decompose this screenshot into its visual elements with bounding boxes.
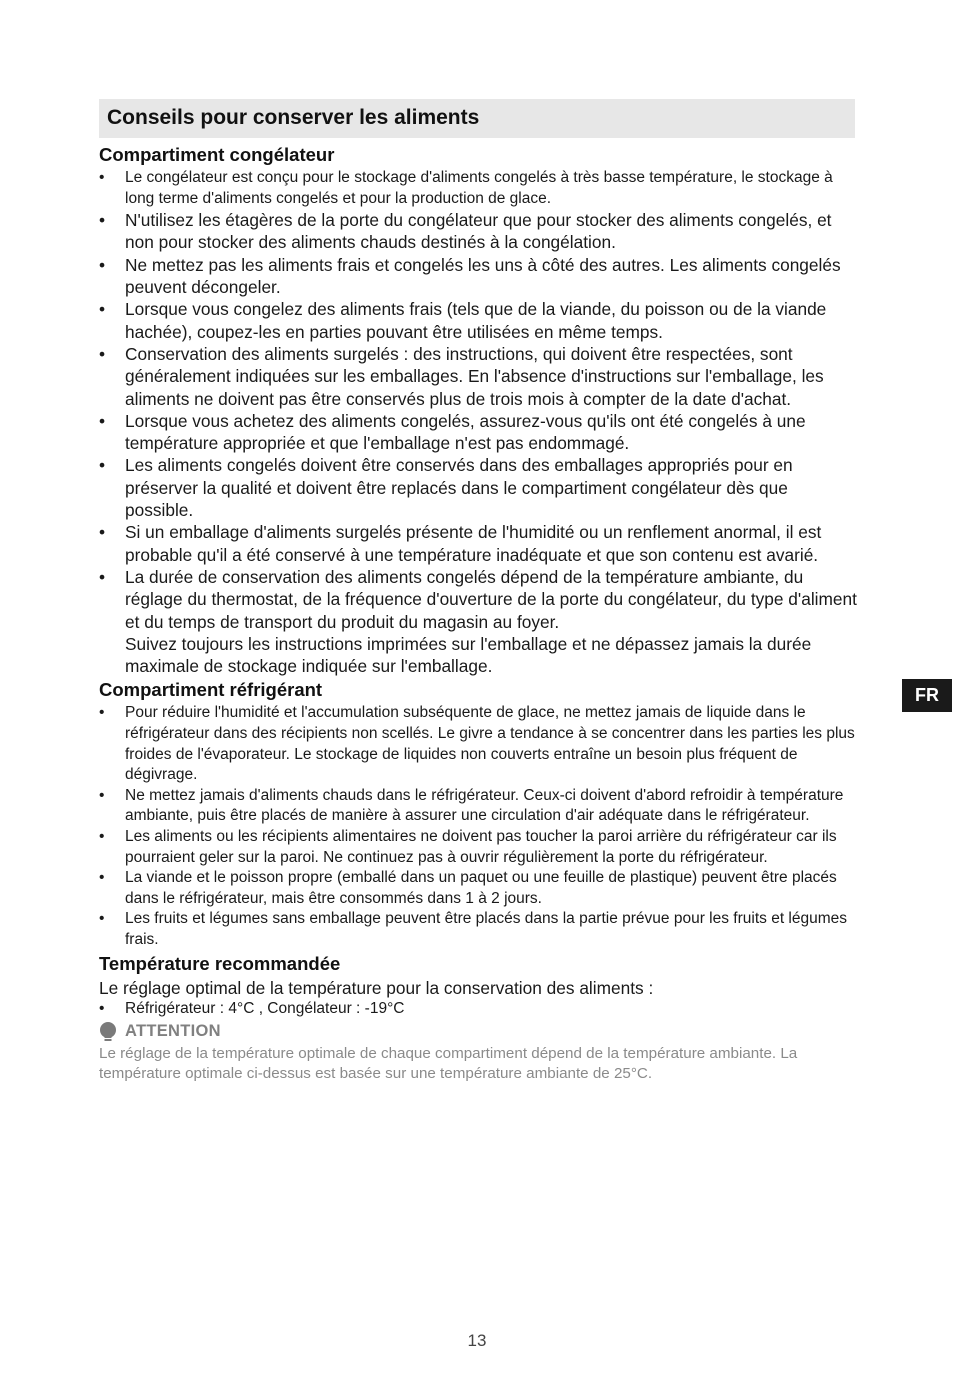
list-item: • Lorsque vous congelez des aliments frais (tels que de la viande, du poisson ou de la viande hachée), coupez-les en parties pouvant être utilisées en même temps. [99, 299, 827, 342]
bullet: • [99, 786, 105, 804]
bullet: • [99, 704, 105, 722]
page-number: 13 [467, 1331, 487, 1350]
bullet: • [99, 343, 106, 364]
list-item: • N'utilisez les étagères de la porte du congélateur que pour stocker des aliments congelés, et non pour stocker des aliments chauds destinés à la congélation. [99, 210, 832, 253]
temperature-heading: Température recommandée [99, 952, 341, 974]
bullet: • [99, 522, 106, 543]
bullet: • [99, 210, 106, 231]
bullet: • [99, 169, 105, 186]
bullet: • [99, 827, 105, 845]
section-title-bar [99, 99, 855, 138]
freezer-heading: Compartiment congélateur [99, 144, 335, 165]
list-item: • La viande et le poisson propre (emballé dans un paquet ou une feuille de plastique) peuvent être placés dans le réfrigérateur, mais être consommés dans 1 à 2 jours. [99, 869, 837, 907]
language-tab: FR [902, 679, 952, 712]
temperature-list [99, 999, 857, 1020]
bullet: • [99, 910, 105, 928]
temperature-intro: Le réglage optimal de la température pour la conservation des aliments : [99, 977, 654, 998]
fridge-list [99, 703, 857, 950]
freezer-list [99, 209, 857, 677]
list-item: • Si un emballage d'aliments surgelés présente de l'humidité ou un renflement anormal, il est probable qu'il a été conservé à une température inadéquate et que son contenu est avarié. [99, 522, 822, 565]
list-item: • Ne mettez pas les aliments frais et congelés les uns à côté des autres. Les aliments congelés peuvent décongeler. [99, 254, 841, 298]
list-item: • Réfrigérateur : 4°C , Congélateur : -19°C [99, 999, 857, 1020]
page-title: Conseils pour conserver les aliments [107, 106, 480, 129]
list-item: • Les fruits et légumes sans emballage peuvent être placés dans la partie prévue pour les fruits et légumes frais. [99, 910, 848, 948]
bullet: • [99, 299, 106, 320]
list-item: • Lorsque vous achetez des aliments congelés, assurez-vous qu'ils ont été congelés à une température appropriée et que l'emballage n'est pas endommagé. [99, 410, 806, 454]
bullet: • [99, 869, 105, 887]
list-item: • Pour réduire l'humidité et l'accumulation subséquente de glace, ne mettez jamais de liquide dans le réfrigérateur dans des récipients non scellés. Le givre a tendance à se concentrer dans les parties les plus froides de l'évaporateur. Le stockage de liquides non couverts entraîne un besoin plus fréquent de dégivrage. [99, 704, 855, 784]
list-item: • Les aliments ou les récipients alimentaires ne doivent pas toucher la paroi arrière du réfrigérateur car ils pourraient geler sur la paroi. Ne continuez pas à ouvrir régulièrement la porte du réfrigérateur. [99, 827, 837, 866]
freezer-list-intro [99, 168, 857, 209]
bullet: • [99, 254, 106, 275]
bullet: • [99, 1000, 105, 1018]
list-item: • Les aliments congelés doivent être conservés dans des emballages appropriés pour en préserver la qualité et doivent être replacés dans le compartiment congélateur dès que possible. [99, 455, 793, 521]
main-content [99, 142, 857, 1084]
list-item-extra: Suivez toujours les instructions imprimées sur l'emballage et ne dépassez jamais la durée maximale de stockage indiquée sur l'emballage. [125, 633, 812, 677]
attention-note: Le réglage de la température optimale de chaque compartiment dépend de la température ambiante. La température optimale ci-dessus est basée sur une température ambiante de 25°C. [99, 1044, 798, 1082]
list-item: • La durée de conservation des aliments congelés dépend de la température ambiante, du réglage du thermostat, de la fréquence d'ouverture de la porte du congélateur, du type d'aliment et du temps de transport du produit du magasin au foyer. Suivez toujours les instructions imprimées sur l'emballage et ne dépassez jamais la durée maximale de stockage indiquée sur l'emballage. [99, 566, 857, 677]
list-item: • Le congélateur est conçu pour le stockage d'aliments congelés à très basse température, le stockage à long terme d'aliments congelés et pour la production de glace. [99, 169, 833, 207]
bullet: • [99, 410, 106, 431]
bullet: • [99, 455, 106, 476]
fridge-heading: Compartiment réfrigérant [99, 679, 323, 701]
list-item: • Conservation des aliments surgelés : des instructions, qui doivent être respectées, sont généralement indiquées sur les emballages. En l'absence d'instructions sur l'emballage, les aliments ne doivent pas être conservés plus de trois mois à compter de la date d'achat. [99, 343, 824, 409]
list-item: • Ne mettez jamais d'aliments chauds dans le réfrigérateur. Ceux-ci doivent d'abord refroidir à température ambiante, puis être placés de manière à assurer une circulation d'air adéquate dans le réfrigérateur. [99, 786, 844, 825]
lightbulb-icon [99, 1022, 117, 1042]
bullet: • [99, 566, 106, 587]
attention-label-row [99, 1021, 857, 1043]
attention-label: ATTENTION [125, 1022, 221, 1041]
